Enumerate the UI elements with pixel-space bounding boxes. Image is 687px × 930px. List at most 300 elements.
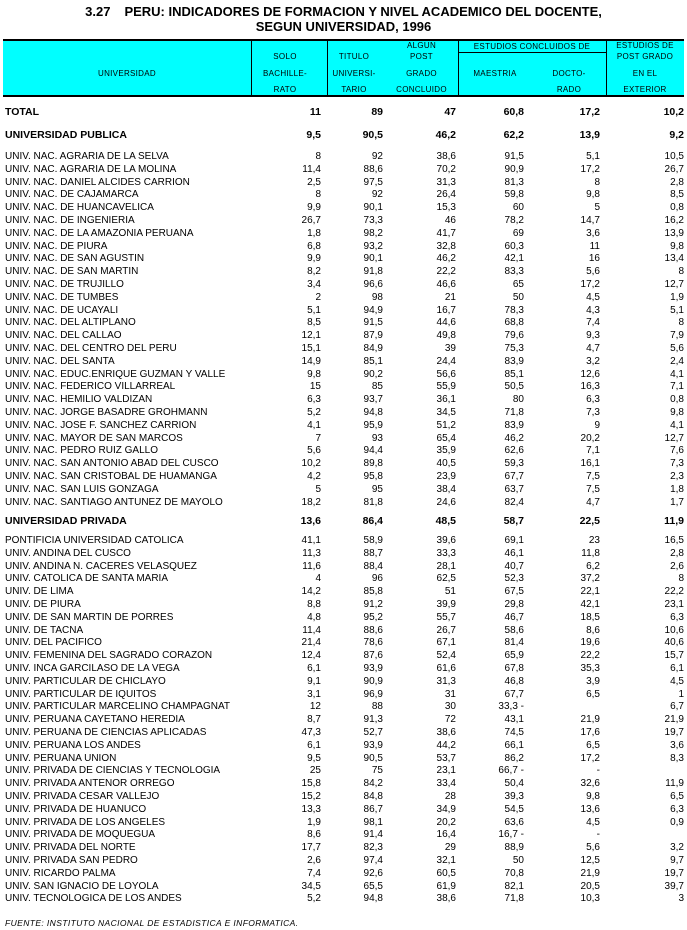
value-cell: 92,6 bbox=[363, 867, 383, 879]
value-cell: 22,5 bbox=[579, 515, 600, 527]
university-name: UNIV. NAC. DE SAN MARTIN bbox=[5, 266, 139, 278]
value-cell: 16 bbox=[588, 253, 600, 265]
university-name: UNIV. NAC. DE CAJAMARCA bbox=[5, 189, 139, 201]
value-cell: 94,4 bbox=[363, 445, 383, 457]
table-row bbox=[0, 701, 687, 714]
university-name: UNIV. ANDINA N. CACERES VELASQUEZ bbox=[5, 560, 197, 572]
value-cell: 9,9 bbox=[307, 202, 321, 214]
value-cell: 96 bbox=[371, 573, 383, 585]
value-cell: 6,5 bbox=[586, 739, 600, 751]
value-cell: 51,2 bbox=[436, 419, 456, 431]
value-cell: 35,3 bbox=[580, 663, 600, 674]
value-cell: 19,7 bbox=[664, 867, 684, 879]
value-cell: 46,2 bbox=[504, 432, 524, 444]
value-cell: 62,5 bbox=[436, 573, 456, 585]
value-cell: 43,1 bbox=[504, 714, 524, 726]
value-cell: 2,5 bbox=[307, 176, 321, 188]
value-cell: 1,7 bbox=[670, 496, 684, 508]
value-cell: 66,7 - bbox=[498, 765, 524, 777]
value-cell: 21,9 bbox=[580, 867, 600, 879]
value-cell: 78,6 bbox=[363, 637, 383, 649]
value-cell: 8 bbox=[315, 189, 321, 201]
table-row bbox=[0, 535, 687, 548]
value-cell: 97,4 bbox=[363, 855, 383, 866]
table-row bbox=[0, 202, 687, 215]
value-cell: 6,5 bbox=[586, 688, 600, 700]
table-row bbox=[0, 740, 687, 753]
value-cell: 39 bbox=[444, 343, 456, 354]
value-cell: 15,7 bbox=[664, 650, 684, 662]
value-cell: 20,2 bbox=[580, 432, 600, 444]
value-cell: 94,8 bbox=[363, 893, 383, 905]
value-cell: 62,6 bbox=[504, 445, 524, 457]
value-cell: 4,7 bbox=[586, 343, 600, 354]
header-titulo-1: TITULO bbox=[338, 52, 370, 61]
value-cell: 13,9 bbox=[664, 227, 684, 239]
value-cell: 2,8 bbox=[670, 547, 684, 559]
value-cell: 7,3 bbox=[670, 458, 684, 470]
value-cell: 15,3 bbox=[436, 202, 456, 214]
value-cell: 87,6 bbox=[363, 650, 383, 662]
value-cell: 52,3 bbox=[504, 573, 524, 585]
value-cell: 6,2 bbox=[586, 560, 600, 572]
value-cell: 12,4 bbox=[301, 650, 321, 662]
value-cell: 8 bbox=[594, 176, 600, 188]
value-cell: 88,9 bbox=[504, 842, 524, 854]
value-cell: 19,6 bbox=[580, 637, 600, 649]
value-cell: 2 bbox=[315, 291, 321, 303]
value-cell: 53,7 bbox=[436, 752, 456, 764]
value-cell: 82,1 bbox=[504, 880, 524, 892]
value-cell: 6,1 bbox=[307, 663, 321, 674]
value-cell: 3,2 bbox=[586, 355, 600, 367]
table-row bbox=[0, 420, 687, 433]
university-name: UNIV. PRIVADA DE CIENCIAS Y TECNOLOGIA bbox=[5, 765, 221, 777]
value-cell: 84,8 bbox=[363, 791, 383, 802]
table-row bbox=[0, 573, 687, 586]
value-cell: 60,3 bbox=[504, 240, 524, 252]
value-cell: 21,9 bbox=[580, 714, 600, 726]
value-cell: 5 bbox=[315, 483, 321, 495]
university-name: UNIV. NAC. DE SAN AGUSTIN bbox=[5, 253, 145, 265]
university-name: UNIV. SAN IGNACIO DE LOYOLA bbox=[5, 880, 159, 892]
university-name: UNIV. NAC. HEMILIO VALDIZAN bbox=[5, 394, 153, 406]
value-cell: 85 bbox=[371, 381, 383, 393]
value-cell: 80 bbox=[512, 394, 524, 406]
value-cell: 10,2 bbox=[663, 106, 684, 118]
university-name: UNIV. DE SAN MARTIN DE PORRES bbox=[5, 611, 174, 623]
university-name: UNIV. PRIVADA CESAR VALLEJO bbox=[5, 791, 160, 802]
value-cell: 5,6 bbox=[586, 266, 600, 278]
university-name: UNIV. PERUANA CAYETANO HEREDIA bbox=[5, 714, 185, 726]
value-cell: 10,6 bbox=[664, 624, 684, 636]
value-cell: 1,9 bbox=[670, 291, 684, 303]
value-cell: 7,4 bbox=[586, 317, 600, 329]
value-cell: 9,8 bbox=[586, 189, 600, 201]
value-cell: 15,2 bbox=[301, 791, 321, 802]
value-cell: 6,5 bbox=[670, 791, 684, 802]
value-cell: 84,9 bbox=[363, 343, 383, 354]
value-cell: 14,7 bbox=[580, 215, 600, 226]
value-cell: 58,7 bbox=[503, 515, 524, 527]
value-cell: 8,6 bbox=[307, 829, 321, 841]
university-name: UNIV. NAC. AGRARIA DE LA MOLINA bbox=[5, 163, 177, 175]
value-cell: 2,4 bbox=[670, 355, 684, 367]
value-cell: 84,2 bbox=[363, 778, 383, 790]
value-cell: 4,1 bbox=[307, 419, 321, 431]
value-cell: 83,9 bbox=[504, 355, 524, 367]
value-cell: 40,6 bbox=[664, 637, 684, 649]
value-cell: 85,1 bbox=[363, 355, 383, 367]
value-cell: 32,1 bbox=[436, 855, 456, 866]
university-name: UNIV. RICARDO PALMA bbox=[5, 867, 116, 879]
value-cell: 11,8 bbox=[581, 547, 600, 559]
header-algun-4: CONCLUIDO bbox=[396, 85, 447, 94]
value-cell: 2,6 bbox=[670, 560, 684, 572]
table-row bbox=[0, 215, 687, 228]
value-cell: 93,9 bbox=[363, 739, 383, 751]
value-cell: 37,2 bbox=[580, 573, 600, 585]
university-name: UNIV. PARTICULAR DE CHICLAYO bbox=[5, 675, 166, 687]
value-cell: 5 bbox=[594, 202, 600, 214]
value-cell: 0,8 bbox=[670, 202, 684, 214]
value-cell: 5,1 bbox=[307, 304, 321, 316]
value-cell: 67,7 bbox=[504, 471, 524, 482]
value-cell: 63,7 bbox=[504, 483, 524, 495]
university-name: UNIV. CATOLICA DE SANTA MARIA bbox=[5, 573, 169, 585]
table-number: 3.27 bbox=[85, 4, 111, 19]
header-solo-1: SOLO bbox=[273, 52, 297, 61]
value-cell: 98,2 bbox=[363, 227, 383, 239]
header-maestria: MAESTRIA bbox=[473, 69, 517, 78]
value-cell: 16,1 bbox=[580, 458, 600, 470]
value-cell: 93,7 bbox=[363, 394, 383, 406]
value-cell: 9,8 bbox=[670, 407, 684, 418]
university-name: UNIV. NAC. JOSE F. SANCHEZ CARRION bbox=[5, 419, 197, 431]
value-cell: 46,6 bbox=[436, 279, 456, 290]
value-cell: 96,6 bbox=[363, 279, 383, 290]
table-row bbox=[0, 458, 687, 471]
value-cell: 44,6 bbox=[436, 317, 456, 329]
value-cell: 12,7 bbox=[664, 279, 684, 290]
value-cell: 11 bbox=[589, 240, 600, 252]
header-universidad: UNIVERSIDAD bbox=[98, 69, 156, 78]
table-row bbox=[0, 829, 687, 842]
university-name: UNIV. PRIVADA DE HUANUCO bbox=[5, 803, 147, 815]
value-cell: 12,5 bbox=[580, 855, 600, 866]
value-cell: 23 bbox=[588, 535, 600, 546]
value-cell: 16,7 - bbox=[498, 829, 524, 841]
value-cell: 14,9 bbox=[301, 355, 321, 367]
value-cell: 94,9 bbox=[363, 304, 383, 316]
value-cell: 95 bbox=[371, 483, 383, 495]
value-cell: 8,8 bbox=[307, 599, 321, 610]
value-cell: 11,4 bbox=[302, 163, 321, 175]
value-cell: 91,2 bbox=[363, 599, 383, 610]
table-title bbox=[0, 4, 687, 19]
value-cell: 33,3 - bbox=[498, 701, 524, 713]
value-cell: 8,2 bbox=[307, 266, 321, 278]
value-cell: 16,5 bbox=[664, 535, 684, 546]
university-name: UNIV. PARTICULAR DE IQUITOS bbox=[5, 688, 157, 700]
header-doctorado-1: DOCTO- bbox=[552, 69, 586, 78]
value-cell: 7,9 bbox=[670, 330, 684, 342]
table-row bbox=[0, 817, 687, 830]
value-cell: 8 bbox=[678, 266, 684, 278]
value-cell: 89 bbox=[371, 106, 383, 118]
value-cell: 33,4 bbox=[436, 778, 456, 790]
value-cell: 29,8 bbox=[504, 599, 524, 610]
value-cell: 22,2 bbox=[436, 266, 456, 278]
value-cell: 86,4 bbox=[362, 515, 383, 527]
value-cell: 6,8 bbox=[307, 240, 321, 252]
value-cell: 22,2 bbox=[580, 650, 600, 662]
header-divider bbox=[251, 41, 252, 95]
value-cell: 31 bbox=[444, 688, 456, 700]
value-cell: 88,6 bbox=[363, 624, 383, 636]
value-cell: 16,7 bbox=[436, 304, 456, 316]
table-row bbox=[0, 381, 687, 394]
value-cell: 4,2 bbox=[307, 471, 321, 482]
table-row bbox=[0, 266, 687, 279]
value-cell: 23,1 bbox=[436, 765, 456, 777]
value-cell: 10,5 bbox=[664, 151, 684, 162]
header-algun-2: POST bbox=[410, 52, 433, 61]
value-cell: 6,3 bbox=[670, 611, 684, 623]
value-cell: 16,4 bbox=[436, 829, 456, 841]
value-cell: 69,1 bbox=[504, 535, 524, 546]
value-cell: 52,7 bbox=[363, 727, 383, 738]
university-name: UNIV. NAC. DEL CALLAO bbox=[5, 330, 122, 342]
value-cell: 75 bbox=[371, 765, 383, 777]
university-name: UNIV. NAC. DE TRUJILLO bbox=[5, 279, 124, 290]
value-cell: 55,7 bbox=[436, 611, 456, 623]
value-cell: 97,5 bbox=[363, 176, 383, 188]
value-cell: 23,9 bbox=[436, 471, 456, 482]
value-cell: 7,6 bbox=[670, 445, 684, 457]
value-cell: 51 bbox=[444, 586, 456, 598]
value-cell: 59,8 bbox=[504, 189, 524, 201]
header-estudios-concluidos: ESTUDIOS CONCLUIDOS DE bbox=[473, 42, 591, 51]
value-cell: 26,7 bbox=[301, 215, 321, 226]
value-cell: 46,2 bbox=[436, 253, 456, 265]
table-row bbox=[0, 791, 687, 804]
value-cell: 79,6 bbox=[504, 330, 524, 342]
value-cell: 70,8 bbox=[504, 867, 524, 879]
value-cell: 32,6 bbox=[580, 778, 600, 790]
table-row bbox=[0, 228, 687, 241]
value-cell: 2,8 bbox=[670, 176, 684, 188]
value-cell: 25 bbox=[309, 765, 321, 777]
table-header bbox=[3, 39, 684, 97]
value-cell: 49,8 bbox=[436, 330, 456, 342]
university-name: UNIV. NAC. DE TUMBES bbox=[5, 291, 119, 303]
value-cell: 13,6 bbox=[300, 515, 321, 527]
university-name: UNIV. TECNOLOGICA DE LOS ANDES bbox=[5, 893, 182, 905]
value-cell: 16,2 bbox=[664, 215, 684, 226]
table-row bbox=[0, 305, 687, 318]
value-cell: 9,8 bbox=[307, 368, 321, 380]
value-cell: 11 bbox=[309, 106, 321, 118]
table-row bbox=[0, 433, 687, 446]
value-cell: - bbox=[596, 829, 600, 841]
value-cell: 32,8 bbox=[436, 240, 456, 252]
value-cell: 39,9 bbox=[436, 599, 456, 610]
value-cell: 1,8 bbox=[670, 483, 684, 495]
value-cell: 9,9 bbox=[307, 253, 321, 265]
table-row bbox=[0, 842, 687, 855]
value-cell: 90,1 bbox=[363, 202, 383, 214]
value-cell: 50,4 bbox=[504, 778, 524, 790]
value-cell: 24,4 bbox=[436, 355, 456, 367]
value-cell: 26,7 bbox=[436, 624, 456, 636]
value-cell: 12,6 bbox=[580, 368, 600, 380]
value-cell: 11,9 bbox=[665, 778, 684, 790]
value-cell: 78,2 bbox=[504, 215, 524, 226]
value-cell: 67,1 bbox=[436, 637, 456, 649]
value-cell: 9,8 bbox=[586, 791, 600, 802]
table-row bbox=[0, 497, 687, 510]
value-cell: 5,2 bbox=[307, 893, 321, 905]
value-cell: 4,7 bbox=[586, 496, 600, 508]
value-cell: 41,7 bbox=[436, 227, 456, 239]
university-name: UNIV. PRIVADA SAN PEDRO bbox=[5, 855, 138, 866]
value-cell: 50 bbox=[512, 291, 524, 303]
value-cell: 15,1 bbox=[301, 343, 321, 354]
value-cell: 90,2 bbox=[363, 368, 383, 380]
table-row bbox=[0, 317, 687, 330]
value-cell: 0,8 bbox=[670, 394, 684, 406]
value-cell: 1,8 bbox=[307, 227, 321, 239]
value-cell: 50,5 bbox=[504, 381, 524, 393]
value-cell: 13,6 bbox=[580, 803, 600, 815]
value-cell: 98 bbox=[371, 291, 383, 303]
value-cell: 58,9 bbox=[363, 535, 383, 546]
value-cell: 11,9 bbox=[664, 515, 684, 527]
value-cell: 9,2 bbox=[669, 129, 684, 141]
value-cell: 46,7 bbox=[504, 611, 524, 623]
value-cell: 62,2 bbox=[503, 129, 524, 141]
table-row bbox=[0, 445, 687, 458]
value-cell: 5,1 bbox=[586, 151, 600, 162]
table-row bbox=[0, 637, 687, 650]
header-titulo-2: UNIVERSI- bbox=[332, 69, 376, 78]
title-line-1: PERU: INDICADORES DE FORMACION Y NIVEL ACADEMICO DEL DOCENTE, bbox=[124, 4, 602, 19]
value-cell: 59,3 bbox=[504, 458, 524, 470]
value-cell: 98,1 bbox=[363, 816, 383, 828]
value-cell: 60 bbox=[512, 202, 524, 214]
value-cell: 66,1 bbox=[504, 739, 524, 751]
header-solo-2: BACHILLE- bbox=[262, 69, 308, 78]
value-cell: 44,2 bbox=[436, 739, 456, 751]
value-cell: 39,3 bbox=[504, 791, 524, 802]
value-cell: 68,8 bbox=[504, 317, 524, 329]
value-cell: 81,8 bbox=[363, 496, 383, 508]
university-name: UNIV. NAC. AGRARIA DE LA SELVA bbox=[5, 151, 169, 162]
value-cell: 36,1 bbox=[436, 394, 456, 406]
value-cell: 4,1 bbox=[670, 419, 684, 431]
value-cell: 5,6 bbox=[586, 842, 600, 854]
value-cell: 6,1 bbox=[670, 663, 684, 674]
table-row bbox=[0, 241, 687, 254]
value-cell: 18,2 bbox=[301, 496, 321, 508]
value-cell: 2,6 bbox=[307, 855, 321, 866]
value-cell: 65 bbox=[512, 279, 524, 290]
header-algun-3: GRADO bbox=[406, 69, 437, 78]
value-cell: 9,5 bbox=[306, 129, 321, 141]
value-cell: 40,5 bbox=[436, 458, 456, 470]
table-row bbox=[0, 868, 687, 881]
table-row bbox=[0, 189, 687, 202]
header-algun-1: ALGUN bbox=[406, 41, 437, 50]
value-cell: 93 bbox=[371, 432, 383, 444]
value-cell: 8,6 bbox=[586, 624, 600, 636]
value-cell: 9,8 bbox=[670, 240, 684, 252]
value-cell: 8 bbox=[315, 151, 321, 162]
value-cell: 8,5 bbox=[670, 189, 684, 201]
value-cell: 54,5 bbox=[504, 803, 524, 815]
value-cell: 10,3 bbox=[580, 893, 600, 905]
value-cell: 7,5 bbox=[586, 471, 600, 482]
value-cell: 35,9 bbox=[436, 445, 456, 457]
university-name: UNIV. NAC. DE HUANCAVELICA bbox=[5, 202, 154, 214]
value-cell: 65,5 bbox=[363, 880, 383, 892]
value-cell: 46,2 bbox=[435, 129, 456, 141]
value-cell: 7,1 bbox=[670, 381, 684, 393]
university-name: UNIV. PERUANA LOS ANDES bbox=[5, 739, 141, 751]
table-row bbox=[0, 765, 687, 778]
header-doctorado-2: RADO bbox=[556, 85, 582, 94]
value-cell: 95,9 bbox=[363, 419, 383, 431]
value-cell: 4 bbox=[315, 573, 321, 585]
table-row bbox=[0, 561, 687, 574]
table-row bbox=[0, 356, 687, 369]
header-divider bbox=[458, 52, 606, 53]
value-cell: 34,5 bbox=[436, 407, 456, 418]
value-cell: 12,7 bbox=[664, 432, 684, 444]
value-cell: 34,5 bbox=[301, 880, 321, 892]
value-cell: 61,6 bbox=[436, 663, 456, 674]
university-name: UNIV. NAC. SAN ANTONIO ABAD DEL CUSCO bbox=[5, 458, 219, 470]
value-cell: 91,3 bbox=[363, 714, 383, 726]
value-cell: 4,5 bbox=[586, 291, 600, 303]
table-row bbox=[0, 689, 687, 702]
value-cell: 0,9 bbox=[670, 816, 684, 828]
table-row bbox=[0, 753, 687, 766]
value-cell: 67,5 bbox=[504, 586, 524, 598]
value-cell: 1,9 bbox=[307, 816, 321, 828]
value-cell: 20,5 bbox=[580, 880, 600, 892]
value-cell: 48,5 bbox=[435, 515, 456, 527]
value-cell: 26,7 bbox=[664, 163, 684, 175]
value-cell: 4,5 bbox=[670, 675, 684, 687]
value-cell: 88 bbox=[371, 701, 383, 713]
university-name: PONTIFICIA UNIVERSIDAD CATOLICA bbox=[5, 535, 184, 546]
value-cell: 67,8 bbox=[504, 663, 524, 674]
value-cell: 11,4 bbox=[302, 624, 321, 636]
table-row bbox=[0, 129, 687, 142]
header-exterior-1: ESTUDIOS DE bbox=[616, 41, 674, 50]
value-cell: 4,3 bbox=[586, 304, 600, 316]
table-row bbox=[0, 778, 687, 791]
value-cell: 38,4 bbox=[436, 483, 456, 495]
value-cell: 34,9 bbox=[436, 803, 456, 815]
value-cell: 7,4 bbox=[307, 867, 321, 879]
header-exterior-2: POST GRADO bbox=[616, 52, 674, 61]
table-row bbox=[0, 292, 687, 305]
title-line-2: SEGUN UNIVERSIDAD, 1996 bbox=[255, 19, 432, 34]
university-name: UNIV. PRIVADA DE MOQUEGUA bbox=[5, 829, 156, 841]
